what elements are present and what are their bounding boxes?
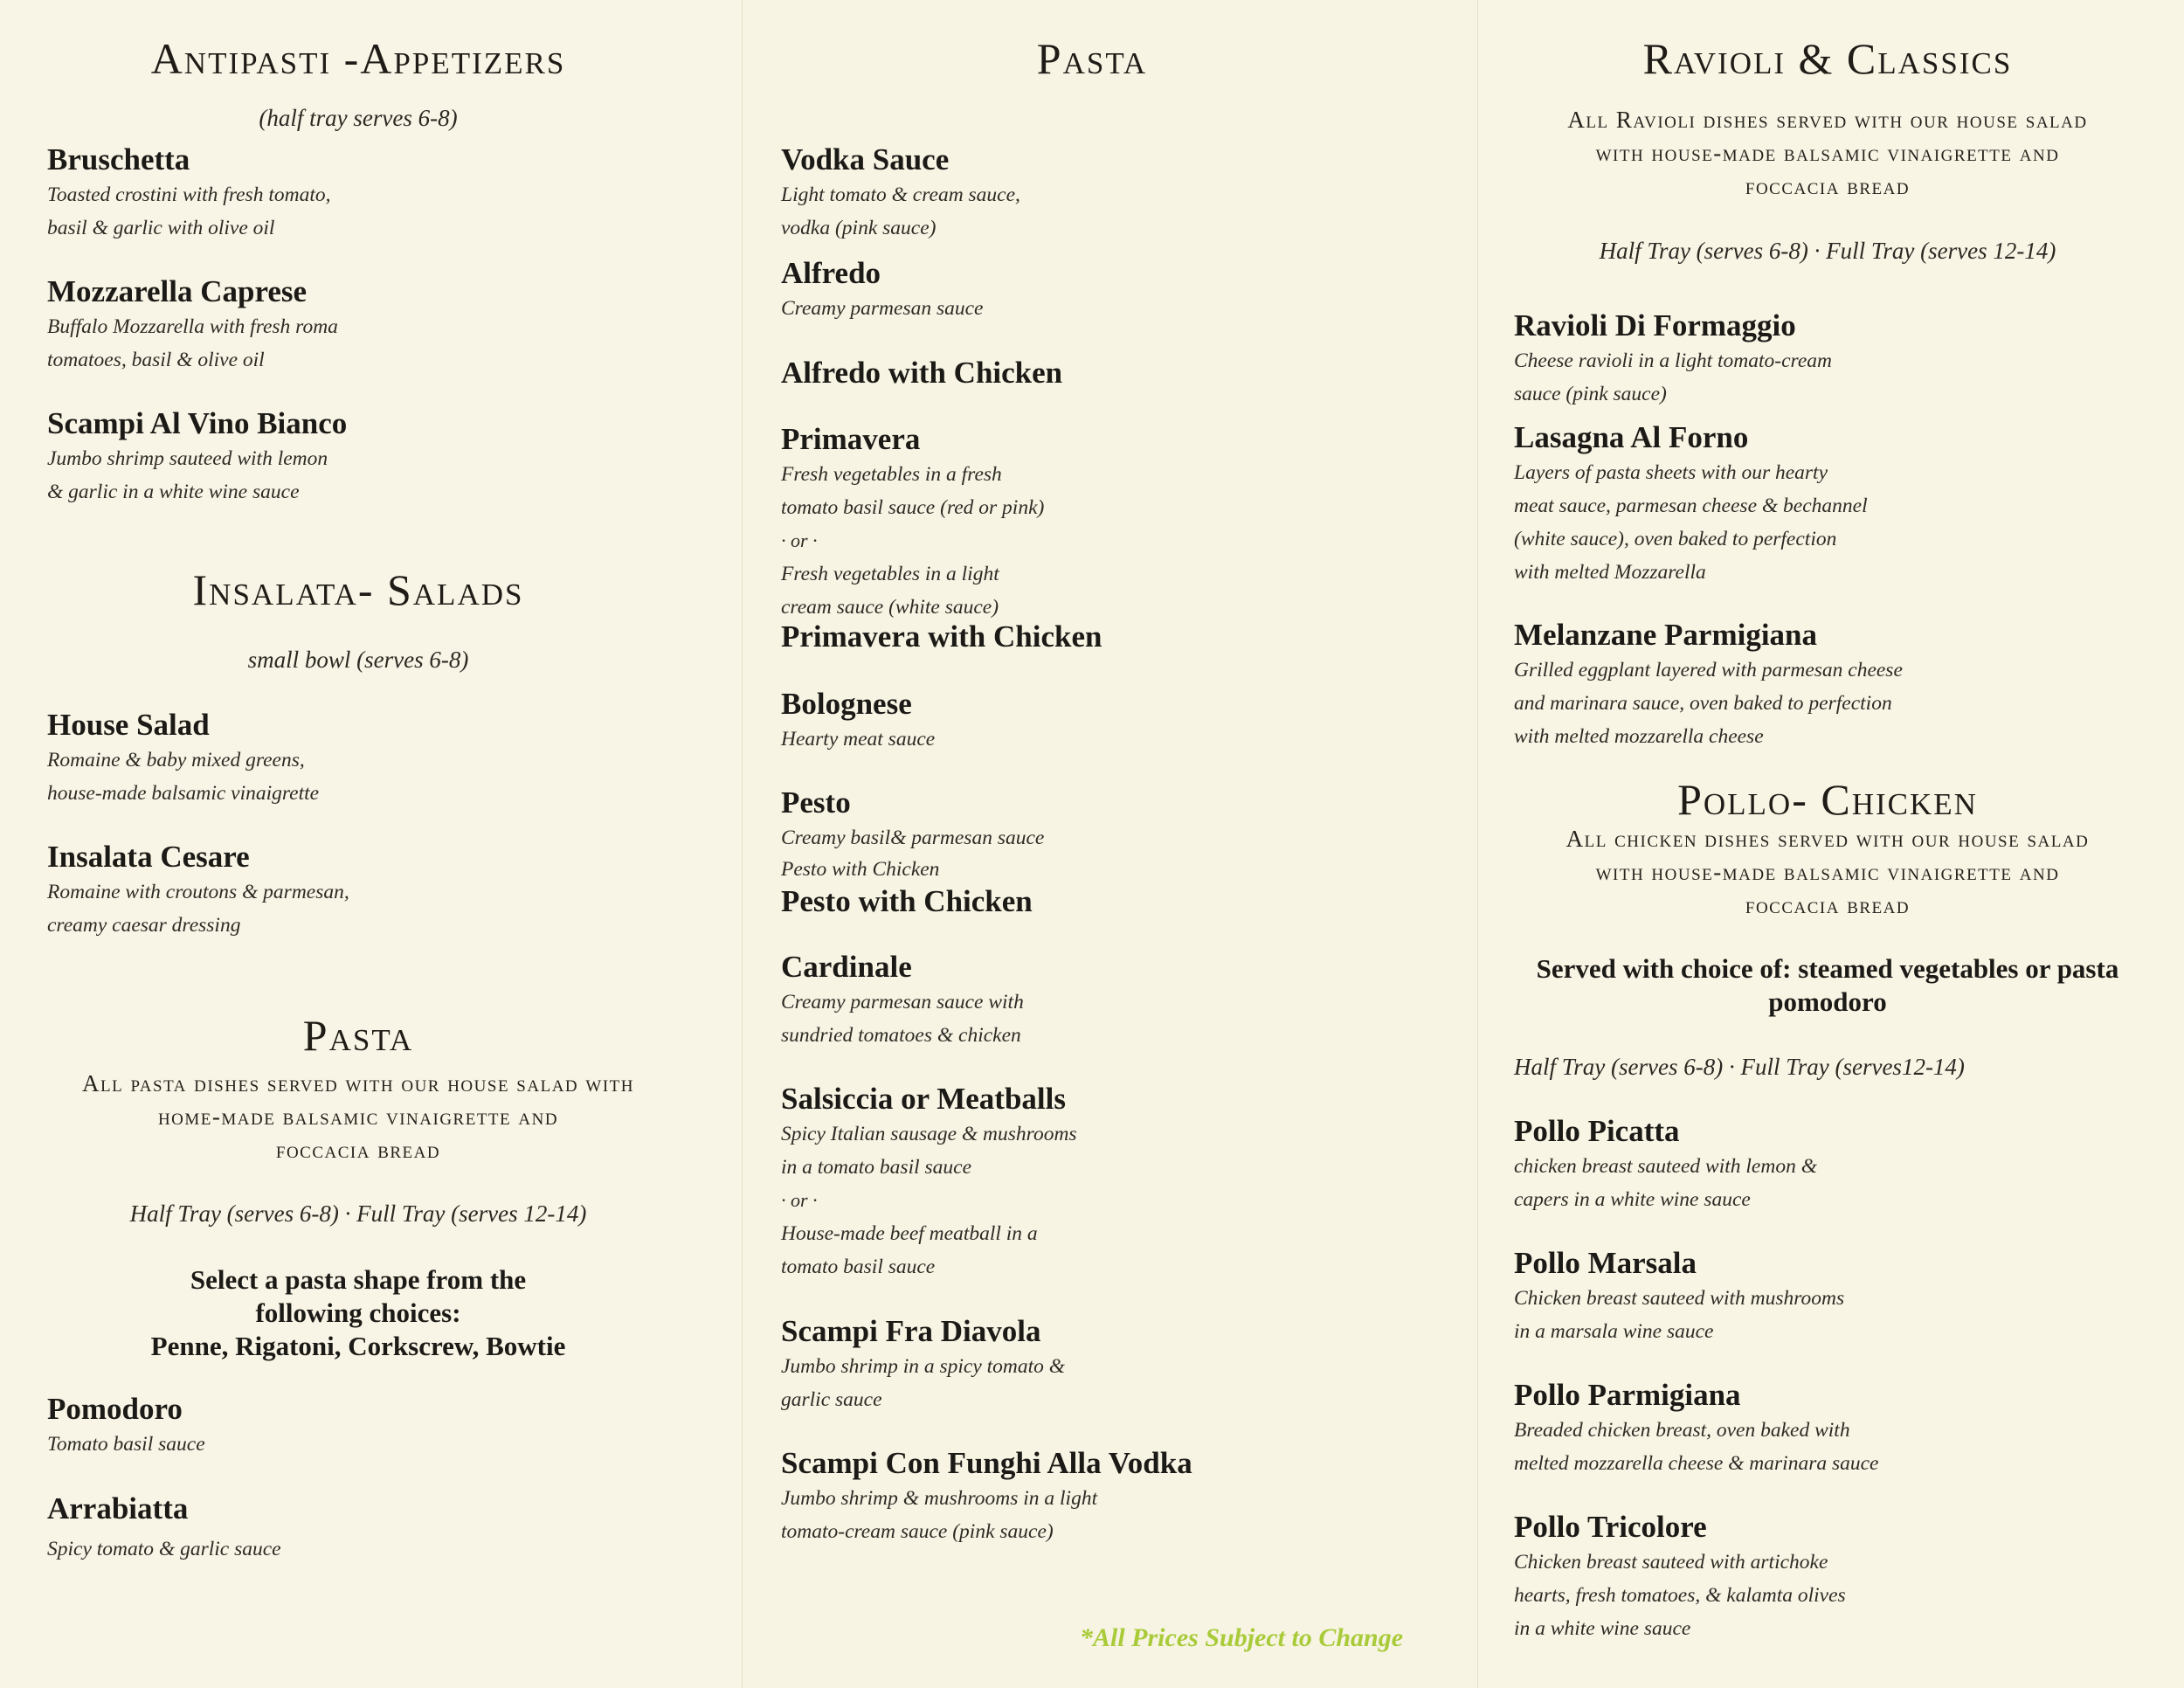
ravioli-intro [1478,103,2177,203]
item-description: Cheese ravioli in a light tomato-cream [1514,349,1832,372]
item-description: Toasted crostini with fresh tomato, [47,183,331,206]
item-description: capers in a white wine sauce [1514,1188,1751,1211]
menu-panel-middle [743,0,1478,1688]
item-description: in a marsala wine sauce [1514,1320,1714,1343]
item-description: sundried tomatoes & chicken [781,1024,1021,1047]
item-description: Jumbo shrimp sauteed with lemon [47,447,328,470]
item-description: in a white wine sauce [1514,1617,1691,1640]
item-description: melted mozzarella cheese & marinara sauce [1514,1452,1879,1475]
intro-line: All Ravioli dishes served with our house salad [1567,107,2088,133]
menu-item [1514,1113,1817,1216]
item-description: with melted mozzarella cheese [1514,725,1764,748]
menu-item [47,1491,281,1566]
item-description: in a tomato basil sauce [781,1156,972,1179]
item-description: tomatoes, basil & olive oil [47,349,265,371]
item-description: cream sauce (white sauce) [781,596,999,619]
menu-item [781,142,1020,245]
item-description: Breaded chicken breast, oven baked with [1514,1419,1850,1442]
intro-line: All chicken dishes served with our house salad [1565,826,2090,852]
item-description: Grilled eggplant layered with parmesan cheese [1514,659,1903,681]
item-name: Pollo Marsala [1514,1246,1697,1280]
menu-item [1514,1377,1878,1480]
menu-item [1514,617,1903,753]
item-name: Pollo Parmigiana [1514,1378,1741,1412]
item-description: Light tomato & cream sauce, [781,183,1020,206]
menu-item [781,949,1024,1052]
item-name: Lasagna Al Forno [1514,420,1749,454]
menu-item [47,1391,205,1461]
item-description: Tomato basil sauce [47,1433,205,1456]
item-name: Vodka Sauce [781,142,950,176]
price-disclaimer: *All Prices Subject to Change [1080,1623,1404,1652]
menu-panel-left [0,0,743,1688]
item-name: Alfredo with Chicken [781,356,1063,390]
menu-item [47,273,338,377]
item-description: house-made balsamic vinaigrette [47,782,320,805]
item-name: Melanzane Parmigiana [1514,618,1818,652]
item-description: Romaine & baby mixed greens, [47,749,305,771]
item-name: Primavera [781,422,921,456]
item-description: garlic sauce [781,1388,882,1411]
intro-line: foccacia bread [1745,173,1911,199]
item-description: (white sauce), oven baked to perfection [1514,528,1837,550]
item-description: & garlic in a white wine sauce [47,481,300,503]
shape-line: Penne, Rigatoni, Corkscrew, Bowtie [150,1331,566,1361]
item-description: tomato basil sauce (red or pink) [781,496,1045,519]
item-name: Scampi Al Vino Bianco [47,406,348,440]
item-description: basil & garlic with olive oil [47,217,275,239]
item-name: Scampi Con Funghi Alla Vodka [781,1446,1192,1480]
item-name: Pesto [781,785,851,820]
item-description: Pesto with Chicken [781,858,940,881]
item-description: Buffalo Mozzarella with fresh roma [47,315,338,338]
pasta-intro [0,1067,716,1166]
pasta-shape-choices [0,1263,716,1363]
item-description: and marinara sauce, oven baked to perfection [1514,692,1892,715]
served-line: Served with choice of: steamed vegetables or pasta [1536,953,2119,984]
pollo-tray-sizes: Half Tray (serves 6-8) · Full Tray (serves12-14) [1514,1054,1965,1080]
salads-heading: Insalata- Salads [192,565,524,614]
item-name: Cardinale [781,950,912,984]
menu-item [781,883,1033,920]
item-description: creamy caesar dressing [47,914,241,937]
pasta-heading-left: Pasta [302,1011,414,1060]
item-name: Salsiccia or Meatballs [781,1082,1066,1116]
item-description: meat sauce, parmesan cheese & bechannel [1514,495,1868,517]
item-description: hearts, fresh tomatoes, & kalamta olives [1514,1584,1846,1607]
shape-line: Select a pasta shape from the [190,1264,527,1295]
menu-item [781,619,1102,655]
intro-line: with house-made balsamic vinaigrette and [1595,859,2060,885]
item-description: Fresh vegetables in a fresh [781,463,1002,486]
item-name: Insalata Cesare [47,840,250,874]
item-description: vodka (pink sauce) [781,217,936,239]
item-name: Pomodoro [47,1392,183,1426]
menu-item [1514,308,1832,411]
pasta-heading-middle: Pasta [1036,34,1148,83]
item-description: tomato basil sauce [781,1256,936,1278]
item-description: Romaine with croutons & parmesan, [47,881,349,903]
or-separator: · or · [781,1189,818,1211]
item-name: Primavera with Chicken [781,619,1102,654]
antipasti-heading: Antipasti -Appetizers [150,34,566,83]
menu-panel-right [1478,0,2184,1688]
item-description: sauce (pink sauce) [1514,383,1667,405]
item-description: chicken breast sauteed with lemon & [1514,1155,1817,1178]
menu-item [47,405,347,508]
intro-line: with house-made balsamic vinaigrette and [1595,140,2060,166]
intro-line: foccacia bread [1745,892,1911,918]
item-description: Hearty meat sauce [781,728,936,751]
menu-item [781,1445,1192,1548]
item-description: Chicken breast sauteed with artichoke [1514,1551,1828,1574]
menu-item [47,142,330,245]
item-description: Layers of pasta sheets with our hearty [1514,461,1828,484]
item-name: Pollo Picatta [1514,1114,1680,1148]
menu-item [1514,1245,1844,1348]
item-description: Jumbo shrimp & mushrooms in a light [781,1487,1098,1510]
item-name: Pollo Tricolore [1514,1510,1707,1544]
or-separator: · or · [781,529,818,551]
item-description: Creamy parmesan sauce [781,297,984,320]
item-name: Bolognese [781,687,912,721]
item-description: Jumbo shrimp in a spicy tomato & [781,1355,1066,1378]
item-name: Scampi Fra Diavola [781,1314,1041,1348]
salads-serving-note: small bowl (serves 6-8) [247,647,469,673]
pollo-heading: Pollo- Chicken [1677,775,1978,824]
item-name: Bruschetta [47,142,190,176]
menu-item [781,421,1044,624]
menu-item [781,355,1062,391]
menu-item [781,1313,1065,1416]
intro-line: foccacia bread [275,1137,441,1163]
menu-item [47,839,349,942]
served-line: pomodoro [1768,986,1887,1017]
item-description: Chicken breast sauteed with mushrooms [1514,1287,1845,1310]
menu-item [781,255,983,325]
item-name: Alfredo [781,256,881,290]
intro-line: home-made balsamic vinaigrette and [157,1103,559,1130]
menu-item [1514,419,1868,589]
item-name: House Salad [47,708,210,742]
item-name: Pesto with Chicken [781,884,1033,918]
item-description: with melted Mozzarella [1514,561,1706,584]
item-name: Ravioli Di Formaggio [1514,308,1796,342]
pollo-served-with [1478,952,2177,1019]
item-description: Spicy Italian sausage & mushrooms [781,1123,1077,1145]
item-name: Arrabiatta [47,1491,189,1525]
menu-item [1514,1509,1846,1645]
menu-item [47,707,319,810]
pasta-tray-sizes: Half Tray (serves 6-8) · Full Tray (serves 12-14) [129,1200,587,1227]
item-description: Fresh vegetables in a light [781,563,999,585]
antipasti-serving-note: (half tray serves 6-8) [259,105,458,131]
item-name: Mozzarella Caprese [47,274,308,308]
item-description: Creamy basil& parmesan sauce [781,827,1045,849]
intro-line: All pasta dishes served with our house salad with [82,1070,634,1097]
item-description: Creamy parmesan sauce with [781,991,1024,1013]
pollo-intro [1478,822,2177,922]
menu-item [781,686,935,756]
menu-item [781,1081,1077,1283]
item-description: tomato-cream sauce (pink sauce) [781,1520,1054,1543]
item-description: House-made beef meatball in a [781,1222,1038,1245]
ravioli-tray-sizes: Half Tray (serves 6-8) · Full Tray (serves 12-14) [1599,238,2056,264]
shape-line: following choices: [255,1297,461,1328]
ravioli-heading: Ravioli & Classics [1642,34,2013,83]
menu-item [781,785,1044,884]
item-description: Spicy tomato & garlic sauce [47,1538,281,1560]
